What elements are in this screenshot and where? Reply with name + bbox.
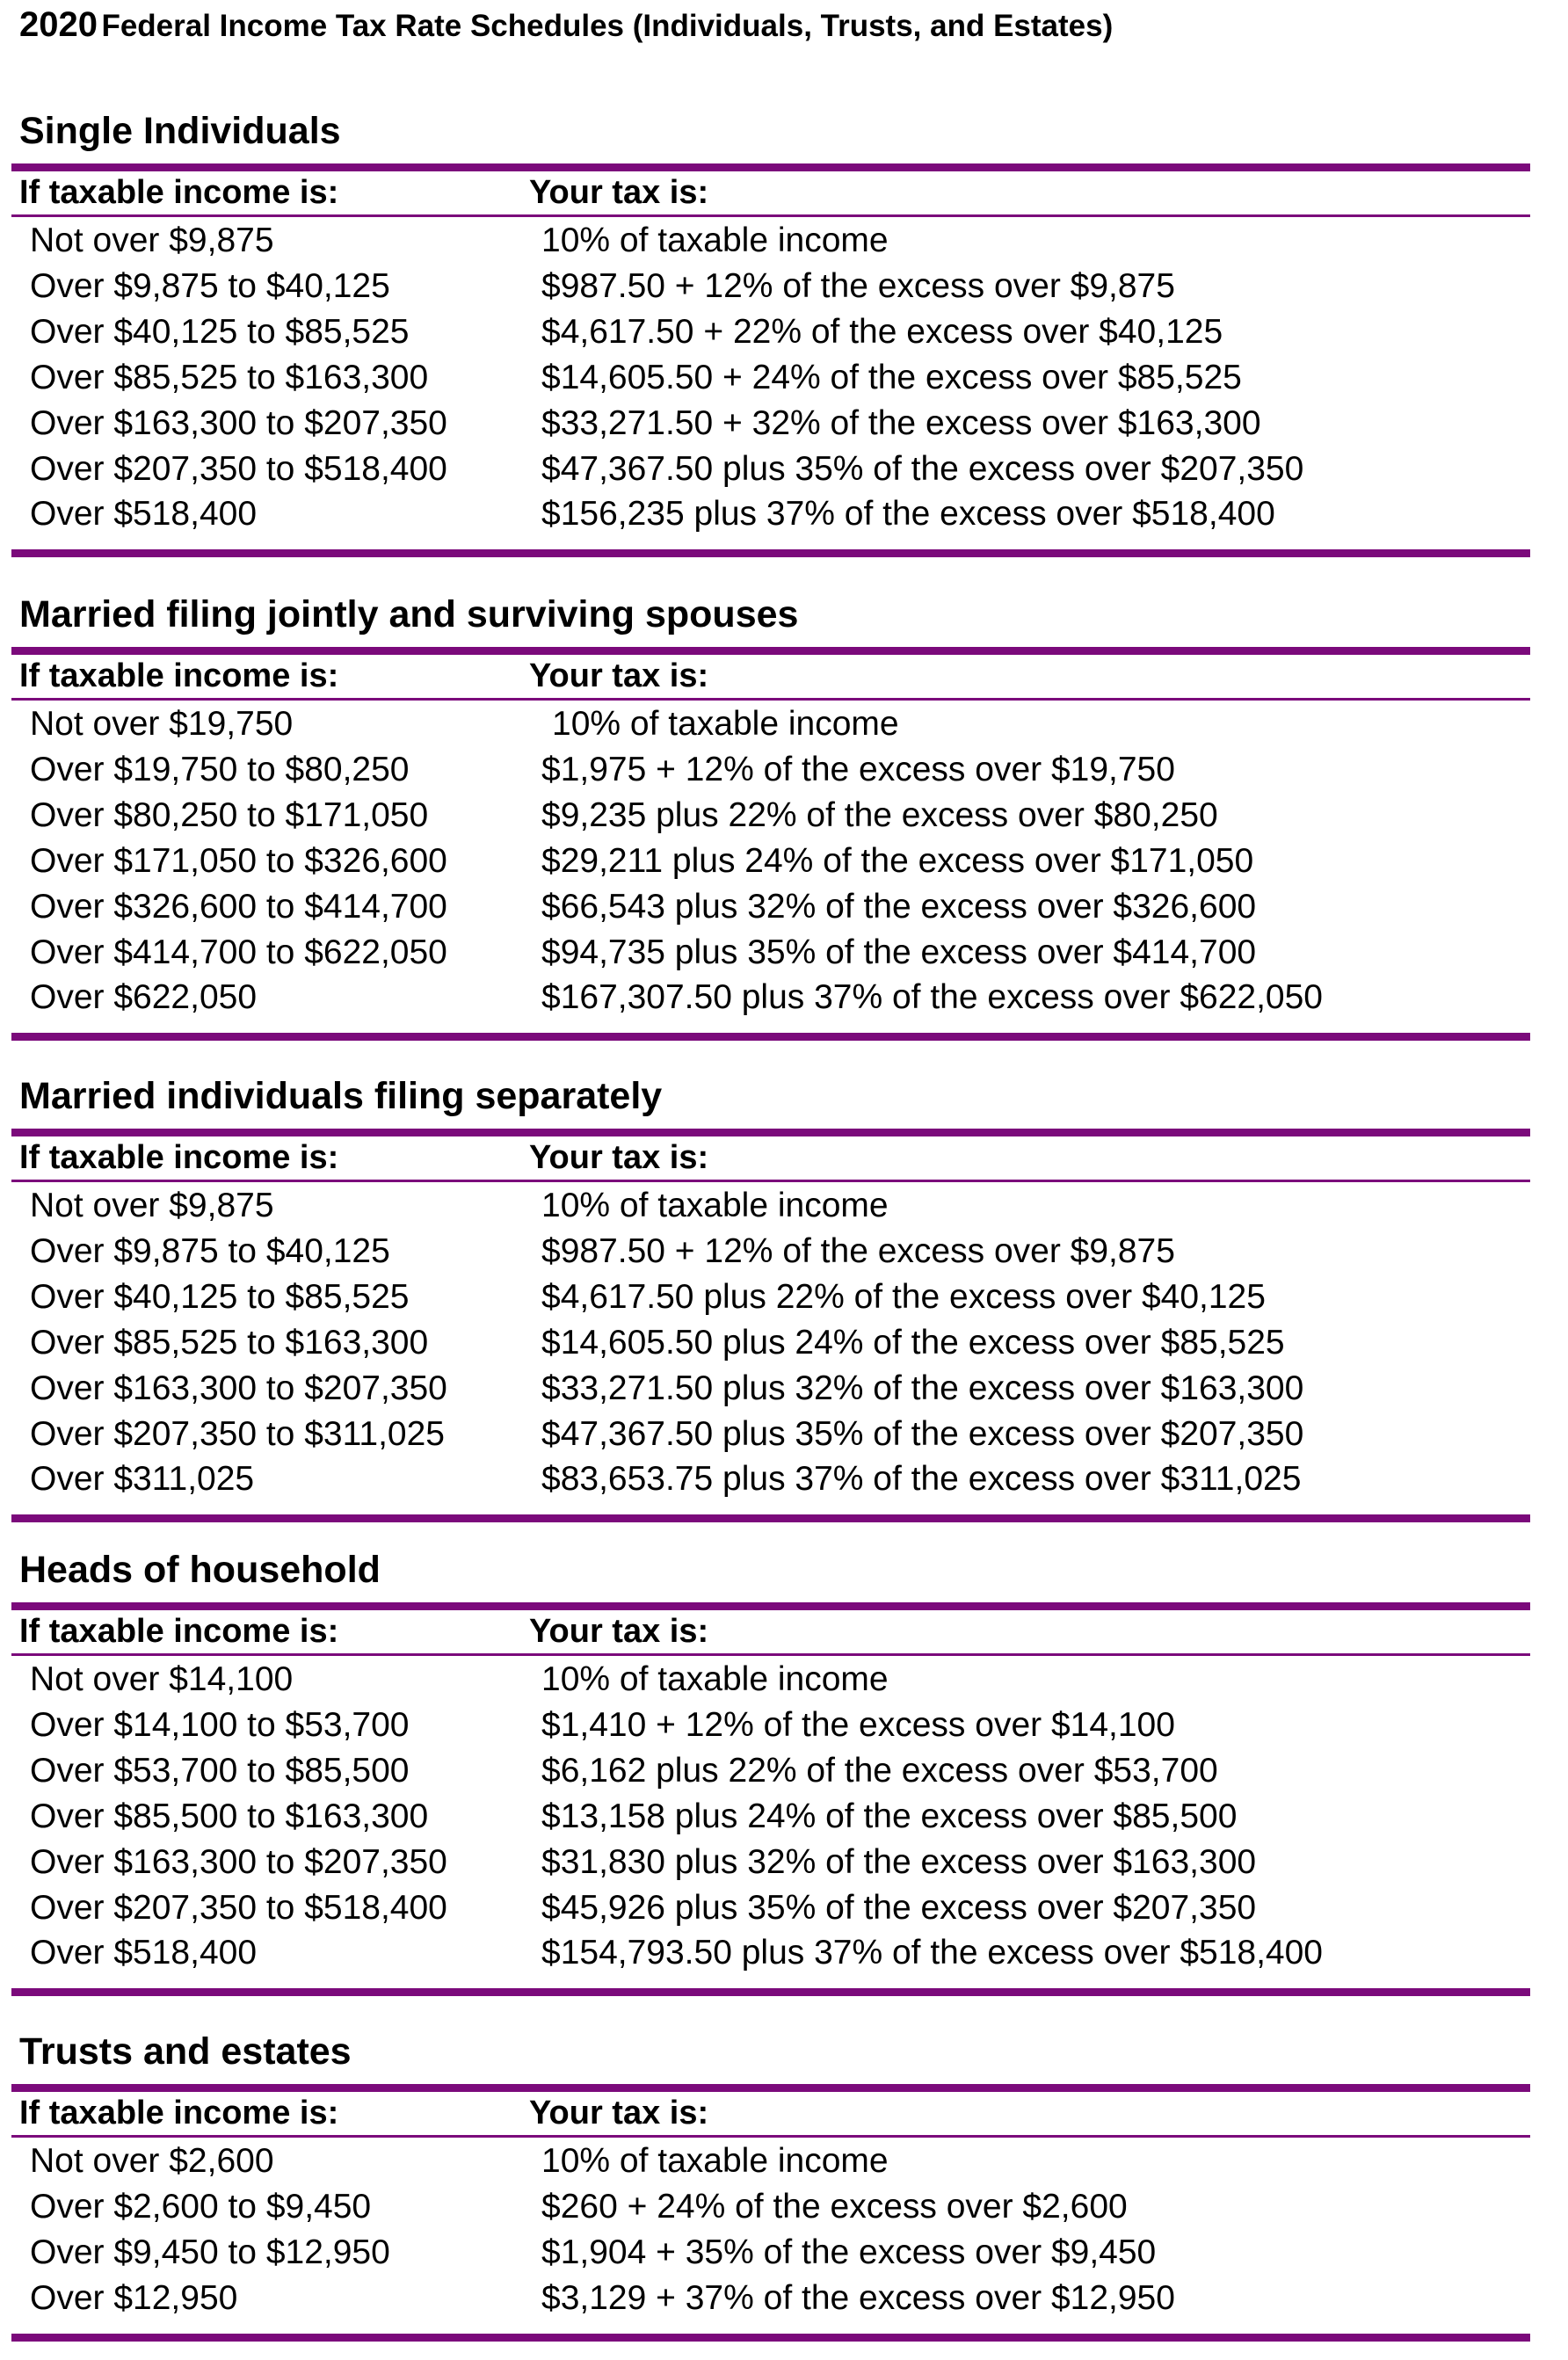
section-top-rule — [11, 1129, 1530, 1136]
table-row — [0, 1751, 1568, 1799]
income-bracket-cell: Over $85,525 to $163,300 — [30, 358, 429, 396]
table-row — [0, 887, 1568, 935]
income-bracket-cell: Over $9,875 to $40,125 — [30, 1231, 390, 1270]
tax-formula-cell: $156,235 plus 37% of the excess over $518,400 — [541, 495, 1275, 534]
title-year: 2020 — [19, 5, 98, 44]
income-bracket-cell: Over $85,500 to $163,300 — [30, 1797, 429, 1835]
tax-formula-cell: $45,926 plus 35% of the excess over $207,350 — [541, 1888, 1257, 1927]
tax-formula-cell: $14,605.50 + 24% of the excess over $85,525 — [541, 358, 1242, 396]
table-row — [0, 2278, 1568, 2327]
tax-formula-cell: 10% of taxable income — [541, 221, 889, 259]
tax-formula-cell: $29,211 plus 24% of the excess over $171,050 — [541, 841, 1254, 880]
tax-formula-cell: $13,158 plus 24% of the excess over $85,500 — [541, 1797, 1238, 1835]
section-bottom-rule — [11, 549, 1530, 557]
tax-formula-cell: $83,653.75 plus 37% of the excess over $311,025 — [541, 1460, 1302, 1499]
table-row — [0, 752, 1568, 798]
tax-formula-cell: $1,975 + 12% of the excess over $19,750 — [541, 750, 1175, 788]
table-row — [0, 1935, 1568, 1981]
table-row — [0, 497, 1568, 542]
tax-formula-cell: 10% of taxable income — [541, 1187, 889, 1224]
tax-column-header: Your tax is: — [529, 657, 709, 694]
income-column-header: If taxable income is: — [19, 1613, 339, 1650]
table-row — [0, 2235, 1568, 2281]
income-bracket-cell: Over $622,050 — [30, 978, 258, 1017]
income-bracket-cell: Over $163,300 to $207,350 — [30, 1369, 447, 1407]
table-row — [0, 266, 1568, 315]
table-row — [0, 841, 1568, 890]
section-top-rule — [11, 647, 1530, 655]
tax-formula-cell: $260 + 24% of the excess over $2,600 — [541, 2187, 1128, 2226]
table-row — [0, 223, 1568, 269]
section-bottom-rule — [11, 1514, 1530, 1522]
table-row — [0, 312, 1568, 360]
income-bracket-cell: Over $518,400 — [30, 495, 258, 534]
table-row — [0, 935, 1568, 981]
section-bottom-rule — [11, 1033, 1530, 1041]
table-row — [0, 1231, 1568, 1280]
tax-formula-cell: 10% of taxable income — [541, 2142, 889, 2180]
tax-formula-cell: $66,543 plus 32% of the excess over $326,600 — [541, 887, 1257, 926]
income-bracket-cell: Over $518,400 — [30, 1934, 258, 1972]
tax-formula-cell: 10% of taxable income — [552, 705, 899, 743]
section-title: Single Individuals — [19, 110, 341, 152]
header-rule — [11, 1180, 1530, 1182]
tax-formula-cell: $1,410 + 12% of the excess over $14,100 — [541, 1705, 1175, 1744]
table-row — [0, 1277, 1568, 1325]
table-row — [0, 980, 1568, 1026]
income-bracket-cell: Over $311,025 — [30, 1460, 255, 1499]
tax-column-header: Your tax is: — [529, 174, 709, 211]
income-bracket-cell: Over $80,250 to $171,050 — [30, 795, 429, 834]
income-column-header: If taxable income is: — [19, 657, 339, 694]
tax-formula-cell: $14,605.50 plus 24% of the excess over $85,525 — [541, 1323, 1285, 1362]
tax-formula-cell: $4,617.50 plus 22% of the excess over $40,125 — [541, 1277, 1266, 1316]
income-bracket-cell: Not over $9,875 — [30, 221, 274, 259]
tax-formula-cell: $154,793.50 plus 37% of the excess over $518,400 — [541, 1934, 1323, 1972]
section-top-rule — [11, 1602, 1530, 1610]
header-rule — [11, 2135, 1530, 2138]
section-bottom-rule — [11, 2334, 1530, 2342]
section-title: Heads of household — [19, 1549, 381, 1591]
income-column-header: If taxable income is: — [19, 1139, 339, 1176]
header-rule — [11, 698, 1530, 701]
tax-formula-cell: $6,162 plus 22% of the excess over $53,700 — [541, 1751, 1218, 1790]
tax-formula-cell: $31,830 plus 32% of the excess over $163,300 — [541, 1842, 1257, 1881]
table-row — [0, 1462, 1568, 1507]
table-row — [0, 1188, 1568, 1234]
table-row — [0, 360, 1568, 406]
income-bracket-cell: Over $9,450 to $12,950 — [30, 2233, 390, 2271]
income-bracket-cell: Over $53,700 to $85,500 — [30, 1751, 410, 1790]
tax-formula-cell: $94,735 plus 35% of the excess over $414,700 — [541, 933, 1257, 971]
income-bracket-cell: Over $12,950 — [30, 2278, 238, 2317]
income-column-header: If taxable income is: — [19, 174, 339, 211]
income-bracket-cell: Over $414,700 to $622,050 — [30, 933, 447, 971]
tax-formula-cell: $33,271.50 plus 32% of the excess over $163,300 — [541, 1369, 1304, 1407]
income-bracket-cell: Over $9,875 to $40,125 — [30, 266, 390, 305]
income-bracket-cell: Over $163,300 to $207,350 — [30, 403, 447, 442]
table-row — [0, 1888, 1568, 1936]
table-row — [0, 2189, 1568, 2235]
income-bracket-cell: Not over $19,750 — [30, 705, 294, 743]
tax-formula-cell: $9,235 plus 22% of the excess over $80,250 — [541, 795, 1218, 834]
section-title: Married filing jointly and surviving spouses — [19, 593, 799, 635]
tax-formula-cell: $1,904 + 35% of the excess over $9,450 — [541, 2233, 1157, 2271]
table-row — [0, 1414, 1568, 1463]
title-text: Federal Income Tax Rate Schedules (Individuals, Trusts, and Estates) — [101, 9, 1114, 43]
income-bracket-cell: Over $85,525 to $163,300 — [30, 1323, 429, 1362]
table-row — [0, 795, 1568, 844]
section-bottom-rule — [11, 1988, 1530, 1996]
table-row — [0, 449, 1568, 497]
tax-column-header: Your tax is: — [529, 1613, 709, 1650]
tax-column-header: Your tax is: — [529, 2095, 709, 2131]
tax-formula-cell: $3,129 + 37% of the excess over $12,950 — [541, 2278, 1175, 2317]
tax-formula-cell: $47,367.50 plus 35% of the excess over $207,350 — [541, 1414, 1304, 1453]
income-bracket-cell: Over $40,125 to $85,525 — [30, 312, 410, 351]
tax-formula-cell: $47,367.50 plus 35% of the excess over $207,350 — [541, 449, 1304, 488]
income-bracket-cell: Over $207,350 to $518,400 — [30, 1888, 447, 1927]
tax-formula-cell: $167,307.50 plus 37% of the excess over $622,050 — [541, 978, 1323, 1017]
income-bracket-cell: Not over $9,875 — [30, 1187, 274, 1224]
section-title: Married individuals filing separately — [19, 1075, 663, 1117]
table-row — [0, 1705, 1568, 1754]
table-row — [0, 1799, 1568, 1845]
tax-formula-cell: $987.50 + 12% of the excess over $9,875 — [541, 266, 1175, 305]
header-rule — [11, 1653, 1530, 1656]
table-row — [0, 1371, 1568, 1417]
table-row — [0, 2144, 1568, 2189]
income-bracket-cell: Not over $2,600 — [30, 2142, 274, 2180]
income-bracket-cell: Over $19,750 to $80,250 — [30, 750, 410, 788]
table-row — [0, 403, 1568, 452]
income-bracket-cell: Over $40,125 to $85,525 — [30, 1277, 410, 1316]
table-row — [0, 1325, 1568, 1371]
income-bracket-cell: Over $207,350 to $518,400 — [30, 449, 447, 488]
table-row — [0, 1662, 1568, 1708]
income-bracket-cell: Over $171,050 to $326,600 — [30, 841, 447, 880]
income-bracket-cell: Over $207,350 to $311,025 — [30, 1414, 445, 1453]
table-row — [0, 1842, 1568, 1891]
income-bracket-cell: Over $163,300 to $207,350 — [30, 1842, 447, 1881]
section-title: Trusts and estates — [19, 2030, 352, 2073]
table-row — [0, 707, 1568, 752]
tax-formula-cell: 10% of taxable income — [541, 1660, 889, 1698]
section-top-rule — [11, 2084, 1530, 2092]
tax-formula-cell: $987.50 + 12% of the excess over $9,875 — [541, 1231, 1175, 1270]
header-rule — [11, 214, 1530, 217]
tax-column-header: Your tax is: — [529, 1139, 709, 1176]
tax-formula-cell: $4,617.50 + 22% of the excess over $40,125 — [541, 312, 1223, 351]
page-title — [19, 5, 1113, 45]
income-bracket-cell: Over $14,100 to $53,700 — [30, 1705, 410, 1744]
section-top-rule — [11, 163, 1530, 171]
income-bracket-cell: Not over $14,100 — [30, 1660, 294, 1698]
income-bracket-cell: Over $2,600 to $9,450 — [30, 2187, 372, 2226]
income-column-header: If taxable income is: — [19, 2095, 339, 2131]
income-bracket-cell: Over $326,600 to $414,700 — [30, 887, 447, 926]
tax-formula-cell: $33,271.50 + 32% of the excess over $163,300 — [541, 403, 1261, 442]
